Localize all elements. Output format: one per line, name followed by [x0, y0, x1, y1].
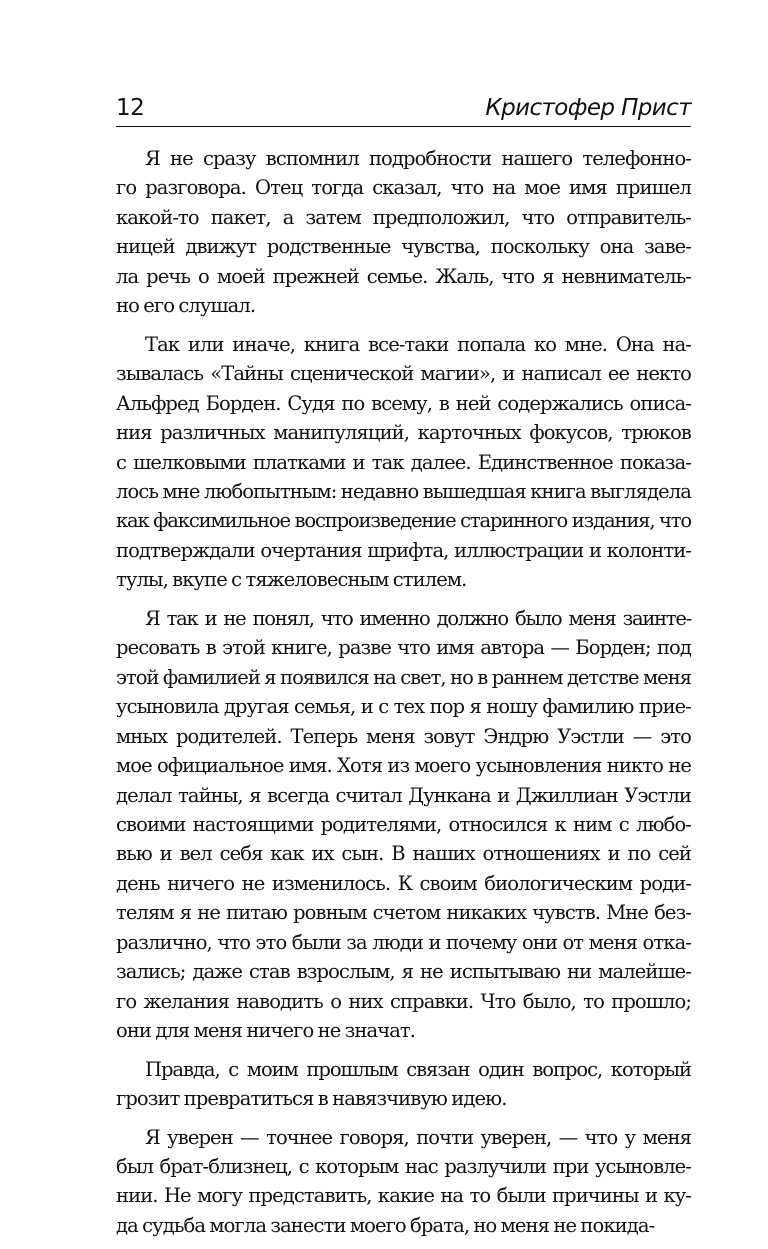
- text-line: ресовать в этой книге, разве что имя автора — Борден; под: [116, 636, 691, 660]
- text-line: нии. Не могу представить, какие на то были причины и ку-: [116, 1184, 691, 1208]
- text-line: они для меня ничего не значат.: [116, 1019, 416, 1043]
- text-line: своими настоящими родителями, относился к ним с любо-: [116, 812, 691, 836]
- paragraph: [116, 604, 691, 1046]
- text-line: с шелковыми платками и так далее. Единственное показа-: [116, 450, 691, 474]
- text-line: мое официальное имя. Хотя из моего усыновления никто не: [116, 754, 691, 778]
- text-line: зывалась «Тайны сценической магии», и написал ее некто: [116, 362, 691, 386]
- text-line: го разговора. Отец тогда сказал, что на мое имя пришел: [116, 176, 691, 200]
- text-line: Альфред Борден. Судя по всему, в ней содержались описа-: [116, 391, 691, 415]
- paragraph: [116, 330, 691, 595]
- running-header-author: Кристофер Прист: [485, 95, 691, 121]
- text-line: го желания наводить о них справки. Что было, то прошло;: [116, 989, 691, 1013]
- text-line: какой-то пакет, а затем предположил, что отправитель-: [116, 205, 691, 229]
- text-line: Так или иначе, книга все-таки попала ко мне. Она на-: [145, 332, 691, 356]
- text-line: Я уверен — точнее говоря, почти уверен, — что у меня: [145, 1125, 691, 1149]
- paragraph: [116, 1123, 691, 1241]
- text-line: ла речь о моей прежней семье. Жаль, что я невниматель-: [116, 264, 691, 288]
- text-line: день ничего не изменилось. К своим биологическим роди-: [116, 871, 691, 895]
- paragraph: [116, 1055, 691, 1114]
- text-line: усыновила другая семья, и с тех пор я ношу фамилию прие-: [116, 695, 691, 719]
- text-line: делал тайны, я всегда считал Дункана и Джиллиан Уэстли: [116, 783, 691, 807]
- body-text: [116, 144, 691, 1249]
- text-line: подтверждали очертания шрифта, иллюстрации и колонти-: [116, 538, 691, 562]
- text-line: но его слушал.: [116, 294, 256, 318]
- text-line: как факсимильное воспроизведение старинного издания, что: [116, 509, 691, 533]
- text-line: Правда, с моим прошлым связан один вопрос, который: [145, 1057, 691, 1081]
- text-line: Я так и не понял, что именно должно было меня заинте-: [145, 606, 691, 630]
- text-line: да судьба могла занести моего брата, но меня не покида-: [116, 1213, 655, 1237]
- text-line: ния различных манипуляций, карточных фокусов, трюков: [116, 421, 691, 445]
- text-line: Я не сразу вспомнил подробности нашего телефонно-: [145, 147, 691, 170]
- text-line: зались; даже став взрослым, я не испытываю ни малейше-: [116, 960, 691, 984]
- text-line: телям я не питаю ровным счетом никаких чувств. Мне без-: [116, 901, 691, 925]
- text-line: этой фамилией я появился на свет, но в раннем детстве меня: [116, 665, 691, 689]
- text-line: был брат-близнец, с которым нас разлучили при усыновле-: [116, 1154, 691, 1178]
- text-line: грозит превратиться в навязчивую идею.: [116, 1087, 507, 1111]
- text-line: лось мне любопытным: недавно вышедшая книга выглядела: [116, 479, 691, 503]
- paragraph: [116, 144, 691, 321]
- text-line: различно, что это были за люди и почему они от меня отка-: [116, 930, 691, 954]
- text-line: вью и вел себя как их сын. В наших отношениях и по сей: [116, 842, 691, 866]
- text-line: мных родителей. Теперь меня зовут Эндрю Уэстли — это: [116, 724, 691, 748]
- running-header: [116, 92, 691, 127]
- text-line: ницей движут родственные чувства, поскольку она заве-: [116, 235, 691, 259]
- text-line: тулы, вкупе с тяжеловесным стилем.: [116, 568, 467, 592]
- page-number: 12: [116, 95, 145, 121]
